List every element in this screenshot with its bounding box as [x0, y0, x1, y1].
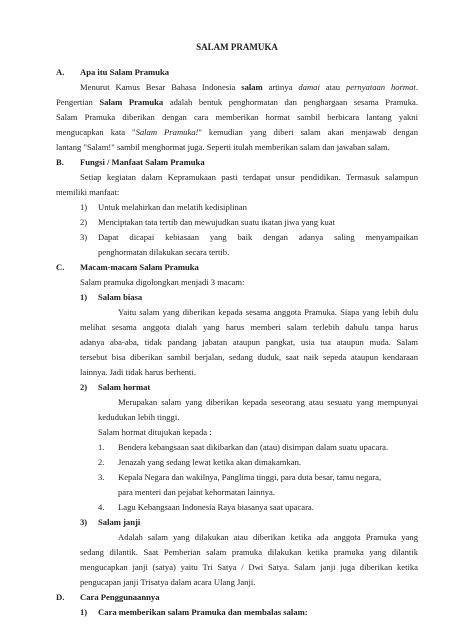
- list-number: 1.: [98, 442, 105, 452]
- list-number: 4.: [98, 502, 105, 512]
- list-intro: Salam hormat ditujukan kepada :: [98, 427, 212, 437]
- list-item: Untuk melahirkan dan melatih kedisiplinan: [98, 202, 247, 212]
- subsection-heading: Salam biasa: [98, 292, 143, 302]
- paragraph-line: kedudukan lebih tinggi.: [98, 412, 180, 422]
- list-item: Kepala Negara dan wakilnya, Panglima tinggi, para duta besar, tamu negara,: [118, 472, 382, 482]
- section-a-letter: A.: [56, 67, 65, 77]
- subsection-heading: Salam hormat: [98, 382, 151, 392]
- list-item-continuation: para menteri dan pejabat kehormatan lainnya.: [118, 487, 276, 497]
- page-title: SALAM PRAMUKA: [196, 42, 278, 52]
- list-item: Dapat dicapai kebiasaan yang baik dengan adanya saling menyampaikan: [98, 232, 418, 242]
- section-c-intro: Salam pramuka digolongkan menjadi 3 macam:: [80, 277, 245, 287]
- paragraph-line: Merupakan salam yang diberikan kepada seseorang atau sesuatu yang mempunyai: [118, 397, 418, 407]
- list-number: 3.: [98, 472, 105, 482]
- section-d-heading: Cara Penggunaannya: [80, 592, 160, 602]
- list-item: Lagu Kebangsaan Indonesia Raya biasanya saat upacara.: [118, 502, 314, 512]
- subsection-number: 2): [80, 382, 88, 392]
- paragraph-line: Adalah salam yang dilakukan atau diberikan ketika ada anggota Pramuka yang: [118, 532, 418, 542]
- section-a-para-line: Salam Pramuka diberikan dengan cara memberikan hormat sambil berbicara lantang yakni: [56, 112, 418, 122]
- subsection-heading: Cara memberikan salam Pramuka dan membalas salam:: [98, 607, 308, 617]
- paragraph-line: Yaitu salam yang diberikan kepada sesama anggota Pramuka. Siapa yang lebih dulu: [118, 307, 418, 317]
- paragraph-line: sedang dilantik. Saat Pemberian salam pramuka dilakukan ketika pramuka yang dilantik: [80, 547, 418, 557]
- section-a-para-line: mengucapkan kata "Salam Pramuka!" kemudian yang diberi salam akan menjawab dengan: [56, 127, 418, 137]
- section-a-para-line: Pengertian Salam Pramuka adalah bentuk penghormatan dan penghargaan sesama Pramuka.: [56, 97, 418, 107]
- paragraph-line: mengucapkan janji (satya) yaitu Tri Satya / Dwi Satya. Salam janji juga diberikan ketika: [80, 562, 418, 572]
- paragraph-line: melihat sesama anggota dialah yang harus memberi salam terlebih dahulu tanpa harus: [80, 322, 418, 332]
- section-b-heading: Fungsi / Manfaat Salam Pramuka: [80, 157, 205, 167]
- list-number: 1): [80, 202, 88, 212]
- section-b-intro-line: memiliki manfaat:: [56, 187, 120, 197]
- section-b-letter: B.: [56, 157, 64, 167]
- subsection-heading: Salam janji: [98, 517, 141, 527]
- paragraph-line: pengucapan janji Trisatya dalam acara Ulang Janji.: [80, 577, 256, 587]
- paragraph-line: adanya aba-aba, tidak pandang jabatan ataupun pangkat, usia tua ataupun muda. Salam: [80, 337, 418, 347]
- list-number: 2.: [98, 457, 105, 467]
- section-a-para-line: Menurut Kamus Besar Bahasa Indonesia salam artinya damai atau pernyataan hormat.: [80, 82, 418, 92]
- section-b-intro-line: Setiap kegiatan dalam Kepramukaan pasti terdapat unsur pendidikan. Termasuk salampun: [80, 172, 418, 182]
- section-d-letter: D.: [56, 592, 65, 602]
- paragraph-line: lainnya. Jadi tidak harus berhenti.: [80, 367, 196, 377]
- list-number: 2): [80, 217, 88, 227]
- list-item-continuation: penghormatan dilakukan secara tertib.: [98, 247, 230, 257]
- section-a-para-line: lantang "Salam!" sambil menghormat juga. Seperti itulah memberikan salam dan jawaban salam.: [56, 142, 390, 152]
- subsection-number: 3): [80, 517, 88, 527]
- subsection-number: 1): [80, 607, 88, 617]
- list-number: 3): [80, 232, 88, 242]
- section-c-letter: C.: [56, 262, 65, 272]
- list-item: Jenazah yang sedang lewat ketika akan dimakamkan.: [118, 457, 302, 467]
- subsection-number: 1): [80, 292, 88, 302]
- paragraph-line: tersebut bisa diberikan sambil berjalan, sedang duduk, saat naik sepeda ataupun kendaraan: [80, 352, 418, 362]
- section-a-heading: Apa itu Salam Pramuka: [80, 67, 170, 77]
- section-c-heading: Macam-macam Salam Pramuka: [80, 262, 199, 272]
- list-item: Bendera kebangsaan saat dikibarkan dan (atau) disimpan dalam suatu upacara.: [118, 442, 389, 452]
- list-item: Menciptakan tata tertib dan mewujudkan suatu ikatan jiwa yang kuat: [98, 217, 335, 227]
